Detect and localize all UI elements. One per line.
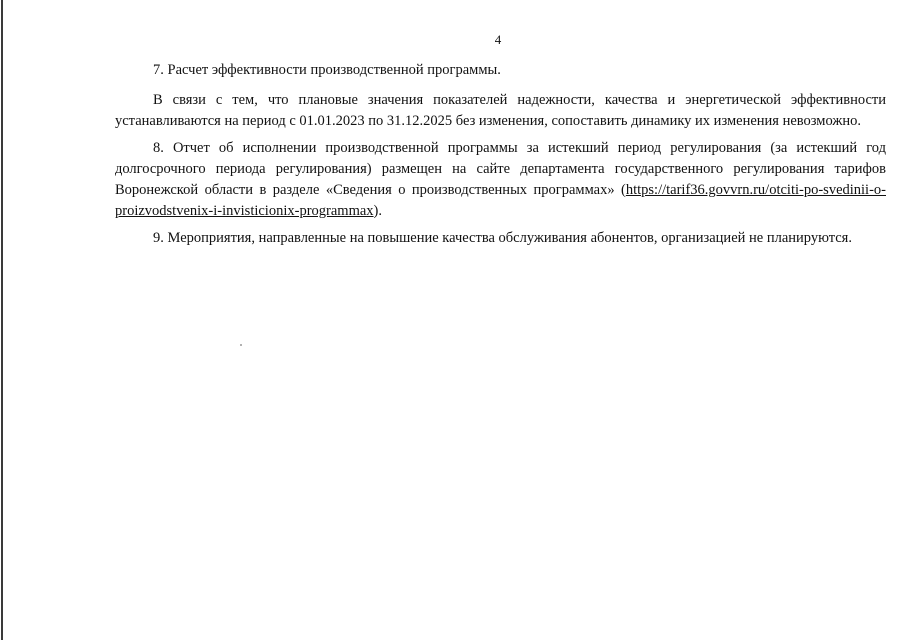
page-number: 4 <box>494 32 502 47</box>
section-8-text: 8. Отчет об исполнении производственной программы за истекший период регулирования (за истекший год долгосрочного периода регулирования) размещен на сайте департамента государственного регулирования тарифов Воронежской области в разделе «Сведения о производственных программах» ( <box>115 140 886 198</box>
scan-speck <box>240 344 242 346</box>
document-body <box>115 60 886 255</box>
section-8-paragraph <box>115 138 886 222</box>
section-9-paragraph: 9. Мероприятия, направленные на повышение качества обслуживания абонентов, организацией не планируются. <box>153 230 852 246</box>
page-left-edge <box>1 0 3 640</box>
section-7-heading: 7. Расчет эффективности производственной программы. <box>153 62 501 78</box>
section-8-tail: ). <box>373 203 382 219</box>
section-7-text-line-1: В связи с тем, что плановые значения показателей надежности, качества и энергетической эффективности <box>153 92 886 108</box>
tarif36-link[interactable]: https://tarif36.govvrn.ru/otciti-po-svedinii-o-proizvodstvenix-i-invisticionix-programmax <box>115 182 886 219</box>
section-7-text-line-2: устанавливаются на период с 01.01.2023 по 31.12.2025 без изменения, сопоставить динамику их изменения невозможно. <box>115 113 862 129</box>
